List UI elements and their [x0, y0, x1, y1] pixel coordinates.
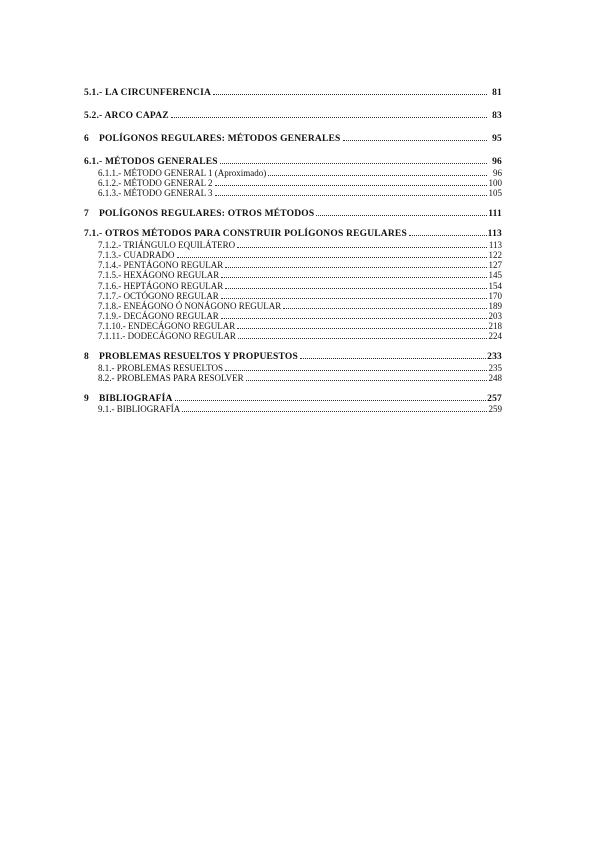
entry-title: POLÍGONOS REGULARES: MÉTODOS GENERALES	[98, 134, 341, 144]
page-number: 113	[487, 229, 502, 239]
toc-subsection-entry[interactable]	[84, 373, 502, 384]
toc-subsection-entry[interactable]	[84, 404, 502, 415]
page-number: 127	[488, 260, 502, 270]
toc-section-entry[interactable]	[84, 111, 502, 121]
entry-title: 7.1.4.- PENTÁGONO REGULAR	[98, 260, 224, 270]
dot-leader	[237, 247, 487, 248]
entry-title: 6.1.2.- MÉTODO GENERAL 2	[98, 178, 213, 188]
entry-title: 7.1.- OTROS MÉTODOS PARA CONSTRUIR POLÍGONOS REGULARES	[84, 229, 407, 239]
toc-subsection-entry[interactable]	[84, 188, 502, 199]
page-number: 81	[492, 88, 502, 98]
entry-title: 6.1.3.- MÉTODO GENERAL 3	[98, 188, 213, 198]
entry-title: 8.2.- PROBLEMAS PARA RESOLVER	[98, 373, 244, 383]
dot-leader	[283, 308, 487, 309]
dot-leader	[177, 257, 488, 258]
toc-section-entry[interactable]	[84, 134, 502, 144]
dot-leader	[215, 185, 488, 186]
chapter-number: 7	[84, 209, 89, 219]
page-number: 170	[488, 291, 502, 301]
entry-title: 8.1.- PROBLEMAS RESUELTOS	[98, 363, 224, 373]
chapter-number: 9	[84, 394, 89, 404]
toc-subsection-entry[interactable]	[84, 311, 502, 322]
page-number: 154	[488, 281, 502, 291]
dot-leader	[221, 318, 487, 319]
toc-subsection-entry[interactable]	[84, 363, 502, 374]
dot-leader	[175, 400, 487, 401]
dot-leader	[221, 277, 487, 278]
entry-title: 5.1.- LA CIRCUNFERENCIA	[84, 88, 212, 98]
entry-title: BIBLIOGRAFÍA	[98, 394, 173, 404]
page-number: 96	[492, 157, 502, 167]
dot-leader	[268, 175, 487, 176]
page-number: 259	[488, 404, 502, 414]
dot-leader	[300, 358, 486, 359]
entry-title: 7.1.11.- DODECÁGONO REGULAR	[98, 331, 236, 341]
toc-subsection-entry[interactable]	[84, 240, 502, 251]
page-number: 113	[488, 240, 502, 250]
page-number: 100	[488, 178, 502, 188]
page-number: 248	[488, 373, 502, 383]
dot-leader	[215, 195, 488, 196]
toc-subsection-entry[interactable]	[84, 178, 502, 189]
toc-subsection-entry[interactable]	[84, 168, 502, 179]
dot-leader	[225, 370, 487, 371]
entry-title: 6.1.1.- MÉTODO GENERAL 1 (Aproximado)	[98, 168, 267, 178]
toc-subsection-entry[interactable]	[84, 331, 502, 342]
toc-section-entry[interactable]	[84, 157, 502, 167]
page-number: 233	[487, 352, 502, 362]
page-number: 145	[488, 270, 502, 280]
toc-subsection-entry[interactable]	[84, 301, 502, 312]
toc-section-entry[interactable]	[84, 394, 502, 404]
chapter-number: 6	[84, 134, 89, 144]
page-number: 122	[488, 250, 502, 260]
page-number: 95	[492, 134, 502, 144]
dot-leader	[221, 298, 487, 299]
entry-title: 7.1.7.- OCTÓGONO REGULAR	[98, 291, 219, 301]
dot-leader	[246, 380, 487, 381]
entry-title: 6.1.- MÉTODOS GENERALES	[84, 157, 218, 167]
toc-section-entry[interactable]	[84, 229, 502, 239]
entry-title: 7.1.10.- ENDECÁGONO REGULAR	[98, 321, 236, 331]
entry-title: 7.1.8.- ENEÁGONO Ó NONÁGONO REGULAR	[98, 301, 282, 311]
dot-leader	[225, 267, 487, 268]
toc-section-entry[interactable]	[84, 209, 502, 219]
toc-section-entry[interactable]	[84, 352, 502, 362]
entry-title: 7.1.2.- TRIÁNGULO EQUILÁTERO	[98, 240, 236, 250]
entry-title: PROBLEMAS RESUELTOS Y PROPUESTOS	[98, 352, 298, 362]
toc-subsection-entry[interactable]	[84, 291, 502, 302]
page-number: 96	[493, 168, 502, 178]
dot-leader	[237, 328, 487, 329]
page-number: 105	[488, 188, 502, 198]
toc-subsection-entry[interactable]	[84, 281, 502, 292]
page-number: 189	[488, 301, 502, 311]
dot-leader	[409, 235, 487, 236]
dot-leader	[343, 140, 488, 141]
dot-leader	[213, 94, 487, 95]
dot-leader	[182, 411, 487, 412]
toc-subsection-entry[interactable]	[84, 321, 502, 332]
page-number: 224	[488, 331, 502, 341]
dot-leader	[220, 163, 487, 164]
toc-subsection-entry[interactable]	[84, 250, 502, 261]
entry-title: POLÍGONOS REGULARES: OTROS MÉTODOS	[98, 209, 315, 219]
entry-title: 9.1.- BIBLIOGRAFÍA	[98, 404, 181, 414]
page-number: 203	[488, 311, 502, 321]
toc-subsection-entry[interactable]	[84, 270, 502, 281]
page-number: 111	[488, 209, 502, 219]
dot-leader	[238, 338, 487, 339]
entry-title: 7.1.9.- DECÁGONO REGULAR	[98, 311, 219, 321]
page-number: 83	[492, 111, 502, 121]
entry-title: 5.2.- ARCO CAPAZ	[84, 111, 169, 121]
entry-title: 7.1.3.- CUADRADO	[98, 250, 175, 260]
page-number: 257	[487, 394, 502, 404]
entry-title: 7.1.6.- HEPTÁGONO REGULAR	[98, 281, 224, 291]
toc-subsection-entry[interactable]	[84, 260, 502, 271]
entry-title: 7.1.5.- HEXÁGONO REGULAR	[98, 270, 220, 280]
dot-leader	[316, 215, 487, 216]
dot-leader	[171, 117, 487, 118]
toc-section-entry[interactable]	[84, 88, 502, 98]
page-number: 218	[488, 321, 502, 331]
dot-leader	[225, 288, 487, 289]
page-number: 235	[488, 363, 502, 373]
chapter-number: 8	[84, 352, 89, 362]
